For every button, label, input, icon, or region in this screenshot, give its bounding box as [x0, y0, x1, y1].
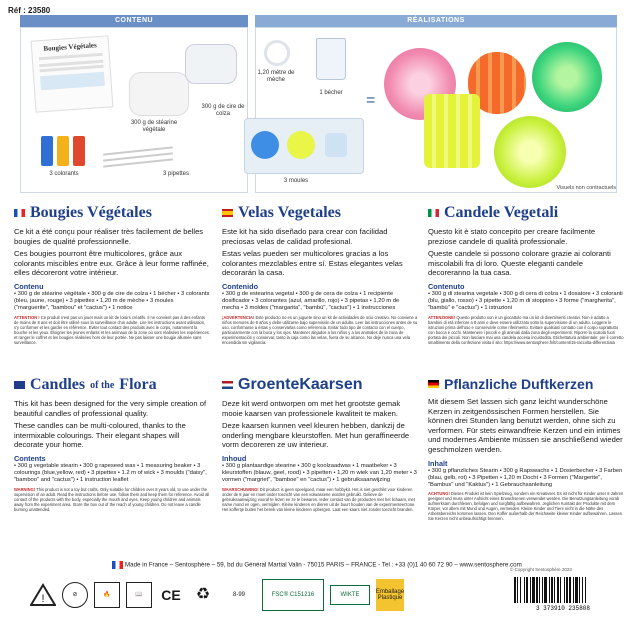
measuring-beaker-image [316, 38, 346, 80]
spanish-contents: • 300 g de estearina vegetal • 300 g de cera de colza • 1 recipiente dosificador • 3 colorantes (azul, amarillo, rojo) • 3 pipetas • 1,20 m de mecha • 3 moldes ("margarita", "bambú", "cactus") • 1 instrucciones [222, 290, 400, 312]
barcode-bar [569, 577, 571, 603]
read-manual-icon: 📖 [126, 582, 152, 608]
italian-contents-title: Contenuto [428, 281, 465, 291]
barcode-bar [579, 577, 580, 603]
english-warning: WARNING! This product is not a toy but crafts. Only suitable for children over 8 years old, to use under the supervision of an adult. Read the instructions before use, follow them and keep them for reference. Avoid all contact of the products with the body, especially the mouth and eyes. Keep young children and animals away from the experiment area. Store the box out of the reach of young children. Do not leave a candle burning unattended. [14, 486, 210, 512]
barcode-bar [517, 577, 518, 603]
age-badge [222, 582, 256, 608]
english-intro-2: These candles can be multi-coloured, thanks to the intermixable colourings. Their elegant shapes will decorate your home. [14, 421, 186, 450]
italian-title [428, 204, 624, 222]
wick-image [264, 40, 290, 66]
barcode-bar [532, 577, 535, 603]
barcode-digits: 3 373910 235808 [535, 605, 591, 611]
netherlands-flag-icon [222, 381, 233, 389]
barcode-bar [582, 577, 583, 603]
pipettes-image [103, 148, 173, 164]
leaflet-title: Bougies Végétales [43, 41, 98, 53]
wikte-logo [330, 585, 370, 605]
english-title [14, 376, 210, 394]
italian-intro: Questo kit è stato concepito per creare facilmente preziose candele di qualità professionale. [428, 227, 596, 246]
colorant-bottle-yellow [57, 136, 69, 166]
french-intro-2: Ces bougies pourront être multicolores, grâce aux colorants miscibles entre eux. Grâce à leur forme raffinée, elles décoreront votre intérieur. [14, 249, 209, 278]
german-warning: ACHTUNG! Dieses Produkt ist kein Spielzeug, sondern ein Kreativset. Es ist nicht für Kinder unter 8 Jahren geeignet und muss unter Aufsicht eines Erwachsenen verwendet werden. Die Benutzungsanleitung vorab aufmerksam durchlesen, befolgen und sorgfältig aufbewahren. Jeglichen Kontakt der Produkte mit dem Körper, vor allem mit Mund und Augen, vermeiden. Kleine Kinder und Tiere nicht in die Nähe des Arbeitsbereichs kommen lassen. Den Koffer außerhalb der Reichweite kleiner Kinder aufbewahren. Lassen Sie Kerzen nicht unbeaufsichtigt brennen. [428, 491, 624, 522]
section-english [14, 376, 210, 512]
dutch-title-text: GroenteKaarsen [238, 376, 363, 393]
spanish-title-text: Velas Vegetales [238, 204, 341, 221]
molds-image [244, 118, 364, 174]
italy-flag-icon [428, 209, 439, 217]
section-german [428, 376, 624, 521]
colza-caption: 300 g de cire de colza [201, 104, 245, 117]
contents-panel [20, 27, 248, 193]
section-dutch [222, 376, 418, 512]
english-intro: This kit has been designed for the very simple creation of beautiful candles of professional quality. [14, 399, 207, 418]
no-children-icon: ⊘ [62, 582, 88, 608]
dutch-contents-title: Inhoud [222, 453, 247, 463]
barcode-bar [549, 577, 550, 603]
wikte-text: WIKTE [340, 592, 360, 598]
contents-panel-header: CONTENU [20, 15, 248, 27]
spanish-intro: Este kit ha sido diseñado para crear con facilidad preciosas velas de calidad profesional. [222, 227, 388, 246]
german-title-text: Pflanzliche Duftkerzen [444, 376, 594, 392]
barcode-bar [560, 577, 561, 603]
barcode-bar [551, 577, 553, 603]
french-warning: ATTENTION ! Ce produit n'est pas un jouet mais un kit de loisirs créatifs. Il ne convient pas à des enfants de moins de 8 ans et doit être utilisé sous la surveillance d'un adulte. Lire les instructions avant utilisation, s'y conformer et les garder en référence. Eviter tout contact des produits avec le corps, notamment la bouche et les yeux. Éloigner les jeunes enfants et les animaux de la zone où sont réalisées les expériences et ranger le coffret et les bougies réalisées hors de leur portée. Ne pas laisser une bougie allumée sans surveillance. [14, 314, 209, 345]
colorant-bottle-blue [41, 136, 53, 166]
warning-triangle-icon [30, 582, 56, 608]
svg-text:!: ! [41, 593, 45, 605]
age-text: 8-99 [232, 592, 245, 598]
pipettes-caption: 3 pipettes [162, 171, 190, 177]
colorants-caption: 3 colorants [49, 171, 79, 177]
dutch-intro: Deze kit werd ontworpen om met het grootste gemak mooie kaarsen van professionele kwaliteit te maken. [222, 399, 401, 418]
reference-number: Réf : 23580 [8, 6, 51, 15]
german-title [428, 376, 624, 392]
italian-warning: ATTENZIONE! Questo prodotto non è un giocattolo ma un kit di divertimenti creativi. Non è adatto a bambini di età inferiore a 8 anni e deve essere utilizzato sotto la supervisione di un adulto. Leggere le istruzioni prima dell'uso e conservarle come riferimento. Evitare qualsiasi contatto con il corpo soprattutto con bocca e occhi. Mantenere i piccoli e gli animali dalla zona degli esperimenti. Riporre la scatola fuori portata dei piccoli. Non lasciare mai una candela accesa incustodita. Etichettatura ambientale: per il corretto smaltimento della confezione visita il sito: https://www.sentosphere.fr/it/content/15-raccolta-differenziata [428, 314, 624, 345]
barcode-bar [514, 577, 516, 603]
italian-contents: • 300 g di stearina vegetale • 300 g di cera di colza • 1 dosatore • 3 coloranti (blu, giallo, rosso) • 3 pipette • 1,20 m di stoppino • 3 forme ("margherita", "bambù" e "cactus") • 1 istruzioni [428, 290, 623, 312]
barcode-bar [542, 577, 543, 603]
section-spanish [222, 204, 418, 345]
emballage-text: Emballage Plastique [375, 589, 405, 601]
realisations-panel [255, 27, 617, 193]
english-title-end: Flora [119, 376, 157, 393]
stearine-caption: 300 g de stéarine végétale [130, 120, 178, 133]
dutch-contents: • 300 g plantaardige stearine • 300 g koolzaadwas • 1 maatbeker • 3 kleurstoffen (blauw, geel, rood) • 3 pipetten • 1,20 m wiek van 1,20 meter • 3 vormen ("margriet", "bamboe" en "cactus") • 1 gebruiksaanwijzing [222, 462, 417, 484]
dutch-intro-2: Deze kaarsen kunnen veel kleuren hebben, dankzij de onderling mengbare kleurstoffen. Met hun geraffineerde vorm decoreren ze uw interieur. [222, 421, 410, 450]
barcode-bar [526, 577, 528, 603]
spanish-contents-title: Contenido [222, 281, 259, 291]
english-contents-title: Contents [14, 453, 46, 463]
stearine-bag-image [129, 72, 189, 116]
safety-icons-row [30, 575, 404, 615]
barcode-bar [539, 577, 540, 603]
dutch-warning: WAARSCHUWING! Dit product is geen speelgoed, maar een hobbykit. Het is niet geschikt voor kinderen onder de 8 jaar en moet onder toezicht van een volwassene worden gebruikt. Gelieve de gebruiksaanwijzing vooraf te lezen en ze te bewaren. Ieder contact van de producten met het lichaam, met name mond en ogen, vermijden. Kleine kinderen en dieren uit de buurt houden van de experimenteerzone. Het koffertje buiten het bereik van kleine kinderen opbergen. Laat een kaars niet zonder toezicht branden. [222, 486, 416, 512]
emballage-icon [376, 579, 404, 611]
barcode-bar [554, 577, 555, 603]
flame-icon: 🔥 [94, 582, 120, 608]
italian-intro-2: Queste candele si possono colorare grazie ai coloranti miscolabili fra di loro. Queste eleganti candele decoreranno la tua casa. [428, 249, 611, 278]
english-contents: • 300 g vegetable stearin • 300 g rapeseed wax • 1 measuring beaker • 3 colourings (blue,yellow, red) • 3 pipettes • 1.2 m of wick • 3 moulds ("daisy", "bamboo" and "cactus") • 1 instruction leaflet [14, 462, 207, 484]
molds-caption: 3 moules [283, 178, 309, 184]
barcode-bar [520, 577, 521, 603]
barcode-bar [575, 577, 578, 603]
realisations-panel-header: RÉALISATIONS [255, 15, 617, 27]
barcode-bars [514, 577, 586, 603]
wick-caption: 1,20 mètre de mèche [257, 70, 295, 83]
french-title [14, 204, 210, 222]
italian-title-text: Candele Vegetali [444, 204, 559, 221]
german-contents: • 300 g pflanzliches Stearin • 300 g Rapswachs • 1 Dosierbecher • 3 Farben (blau, gelb, rot) • 3 Pipetten • 1,20 m Docht • 3 Formen ("Margerite", "Bambus" und "Kaktus") • 1 Gebrauchsanleitung [428, 467, 623, 488]
barcode-bar [524, 577, 525, 603]
barcode-bar [536, 577, 538, 603]
barcode-bar [557, 577, 559, 603]
colza-wax-bag-image [185, 44, 237, 84]
barcode-bar [585, 577, 586, 603]
france-flag-icon [14, 209, 25, 217]
spanish-intro-2: Estas velas pueden ser multicolores gracias a los colorantes mezclables entre sí. Estas elegantes velas decorarán la casa. [222, 249, 403, 278]
instruction-leaflet-image [31, 35, 114, 112]
colorant-bottle-red [73, 136, 85, 166]
french-intro: Ce kit a été conçu pour réaliser très facilement de belles bougies de qualité professionnelle. [14, 227, 204, 246]
spanish-warning: ¡ADVERTENCIA! Este producto no es un juguete sino un kit de actividades de ocio creativo. No conviene a niños menores de 8 años y debe utilizarse bajo supervisión de un adulto. Leer las instrucciones antes de su uso, conformarse a éstas y conservarlas como referencia. Evitar todo tipo de contacto con el cuerpo, particularmente con la boca y los ojos. Mantener alejados a los niños y a los animales de la zona de experimentación y conservar, tanto la caja como las velas, fuera de su alcance. No deje nunca una vela encendida sin vigilancia. [222, 314, 418, 345]
germany-flag-icon [428, 380, 439, 388]
fsc-text: FSC® C151216 [271, 592, 315, 598]
section-french [14, 204, 210, 345]
german-contents-title: Inhalt [428, 458, 448, 468]
french-title-text: Bougies Végétales [30, 204, 152, 221]
disclaimer-text: Visuels non contractuels [556, 185, 616, 191]
dutch-title [222, 376, 418, 394]
footer-france-flag-icon [112, 561, 123, 569]
barcode-bar [566, 577, 568, 603]
barcode-bar [530, 577, 531, 603]
candle-cactus-green [532, 42, 602, 112]
barcode-bar [564, 577, 565, 603]
barcode-bar [573, 577, 574, 603]
uk-flag-icon [14, 381, 25, 389]
barcode-bar [544, 577, 547, 603]
barcode [508, 577, 618, 611]
candle-bamboo-yellow [424, 94, 480, 168]
fsc-logo [262, 579, 324, 611]
german-intro: Mit diesem Set lassen sich ganz leicht wunderschöne Kerzen in zeitgenössischen Formen herstellen. Sie können drei Stunden lang benutzt werden, ohne sich zu verformen. Für stets einwandfreie Kerzen und ein intimes und modernes Ambiente müssen sie anschließend wieder geschmolzen werden. [428, 397, 623, 454]
english-title-of: of the [90, 379, 115, 391]
recycle-icon: ♻ [195, 586, 211, 603]
section-italian [428, 204, 624, 345]
footer-text: Made in France – Sentosphère – 59, bd du Général Martial Valin - 75015 PARIS – FRANCE - Tel : +33 (0)1 40 60 72 90 – www.sentosphere.com [125, 561, 522, 569]
copyright-text: © Copyright Sentosphère 2023 [510, 567, 572, 572]
english-title-main: Candles [30, 376, 86, 393]
beaker-caption: 1 bécher [319, 90, 343, 96]
ce-mark-icon: CE [161, 587, 181, 603]
french-contents-title: Contenu [14, 281, 44, 291]
spanish-title [222, 204, 418, 222]
candle-daisy-lime [494, 116, 566, 188]
equals-sign: = [366, 92, 376, 109]
french-contents: • 300 g de stéarine végétale • 300 g de cire de colza • 1 bécher • 3 colorants (bleu, jaune, rouge) • 3 pipettes • 1,20 m de mèche • 3 moules ("marguerite", "bambou" et "cactus") • 1 notice [14, 290, 210, 312]
spain-flag-icon [222, 209, 233, 217]
